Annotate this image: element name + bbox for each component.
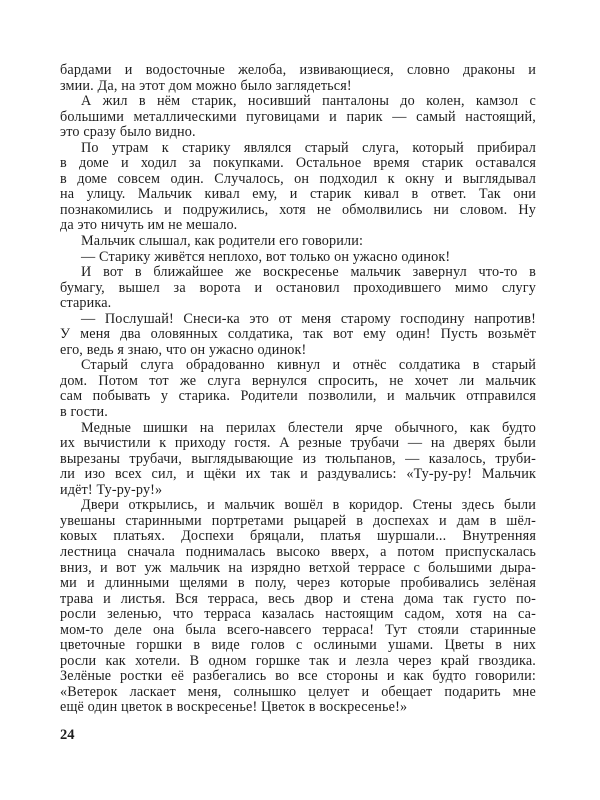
text-line: — Послушай! Снеси-ка это от меня старому господину напротив! [81, 310, 536, 327]
text-line: в гости. [60, 404, 108, 421]
page-number: 24 [60, 727, 75, 743]
text-line: У меня два оловянных солдатика, так вот ему один! Пусть возьмёт [60, 326, 536, 343]
text-line: «Ветерок ласкает меня, солнышко целует и обещает подарить мне [60, 683, 536, 700]
text-line: ещё один цветок в воскресенье! Цветок в воскресенье!» [60, 699, 408, 716]
text-line: Мальчик слышал, как родители его говорили: [81, 233, 364, 250]
text-line: И вот в ближайшее же воскресенье мальчик завернул что-то в [81, 264, 536, 281]
text-line: увешаны старинными портретами рыцарей в доспехах и дам в шёл- [60, 512, 536, 529]
text-line: лестница сначала поднималась высоко вверх, а потом приспускалась [60, 543, 536, 560]
text-line: мом-то деле она была всего-навсего терраса! Тут стояли старинные [60, 621, 536, 638]
text-line: идёт! Ту-ру-ру!» [60, 481, 163, 498]
text-line: Зелёные ростки её разбегались во все стороны и как будто говорили: [60, 668, 536, 685]
text-line: — Старику живётся неплохо, вот только он ужасно одинок! [81, 248, 451, 265]
text-line: Двери открылись, и мальчик вошёл в коридор. Стены здесь были [81, 497, 536, 514]
text-line: ми и длинными щелями в полу, через которые пробивались зелёная [60, 575, 536, 592]
text-line: на улицу. Мальчик кивал ему, и старик кивал в ответ. Так они [60, 186, 536, 203]
text-line: да это ничуть им не мешало. [60, 217, 238, 234]
text-line: это сразу было видно. [60, 124, 196, 141]
text-line: Медные шишки на перилах блестели ярче обычного, как будто [81, 419, 536, 436]
text-line: Старый слуга обрадованно кивнул и отнёс солдатика в старый [81, 357, 536, 374]
text-line: большими металлическими пуговицами и парик — самый настоящий, [60, 108, 536, 125]
text-line: вниз, и вот уж мальчик на изрядно ветхой террасе с большими дыра- [60, 559, 536, 576]
text-line: росли зеленью, что терраса казалась настоящим садом, хотя на са- [60, 606, 536, 623]
text-line: цветочные горшки в виде голов с ослиными ушами. Цветы в них [60, 637, 536, 654]
text-line: их вычистили к приходу гостя. А резные трубачи — на дверях были [60, 435, 536, 452]
text-line: в доме совсем один. Случалось, он подходил к окну и выглядывал [60, 170, 536, 187]
text-line: познакомились и подружились, хотя не обмолвились ни словом. Ну [60, 201, 536, 218]
text-line: дом. Потом тот же слуга вернулся спросить, не хочет ли мальчик [60, 372, 536, 389]
text-line: росли как хотели. В одном горшке так и лезла через край гвоздика. [60, 652, 536, 669]
text-line: бумагу, вышел за ворота и остановил проходившего мимо слугу [60, 279, 536, 296]
text-line: сам побывать у старика. Родители позволили, и мальчик отправился [60, 388, 536, 405]
text-line: ковых платьях. Доспехи бряцали, платья шуршали... Внутренняя [60, 528, 536, 545]
text-line: в доме и ходил за покупками. Остальное время старик оставался [60, 155, 536, 172]
text-line: ли изо всех сил, и щёки их так и раздувались: «Ту-ру-ру! Мальчик [60, 466, 536, 483]
text-line: А жил в нём старик, носивший панталоны до колен, камзол с [81, 93, 536, 110]
text-line: старика. [60, 295, 112, 312]
text-line: трава и листья. Вся терраса, весь двор и стена дома так густо по- [60, 590, 536, 607]
body-text [60, 63, 536, 716]
text-line: По утрам к старику являлся старый слуга, который прибирал [81, 139, 536, 156]
text-line: бардами и водосточные желоба, извивающиеся, словно драконы и [60, 62, 536, 78]
text-line: его, ведь я знаю, что он ужасно одинок! [60, 341, 307, 358]
text-line: вырезаны трубачи, выглядывающие из тюльпанов, — казалось, труби- [60, 450, 536, 467]
text-line: змии. Да, на этот дом можно было заглядеться! [60, 77, 352, 94]
